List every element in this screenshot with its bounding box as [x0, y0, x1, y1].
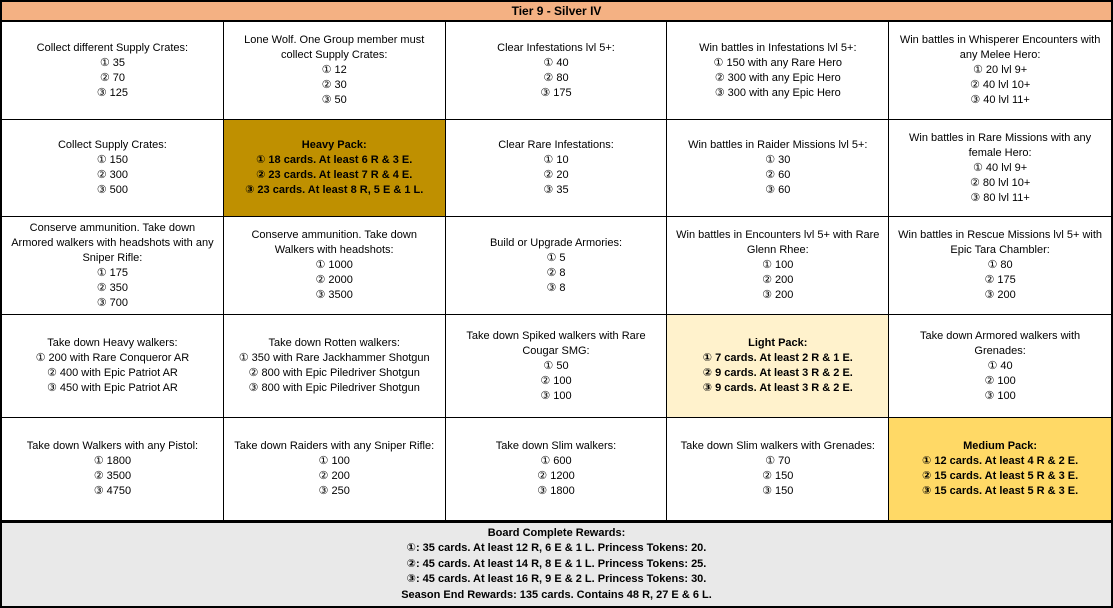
challenge-tier-3: ③ 4750: [93, 485, 132, 497]
challenge-tier-2: ② 200: [762, 274, 794, 286]
challenge-tier-1: ① 30: [765, 154, 791, 166]
challenge-tier-2: ② 8: [546, 266, 566, 279]
challenge-cell: [667, 22, 889, 120]
challenge-title: Take down Slim walkers:: [495, 440, 617, 452]
challenge-tier-2: ② 175: [984, 274, 1016, 286]
challenge-title: Conserve ammunition. Take down Armored walkers with headshots with any Sniper Rifle:: [11, 221, 214, 264]
challenge-tier-3: ③ 125: [96, 86, 129, 99]
challenge-tier-2: ② 9 cards. At least 3 R & 2 E.: [702, 367, 853, 379]
challenge-cell: [889, 217, 1111, 315]
challenge-tier-2: ② 70: [99, 71, 125, 84]
challenge-tier-1: ① 50: [543, 359, 569, 372]
challenge-title: Take down Spiked walkers with Rare Cougar SMG:: [466, 329, 646, 357]
medium-pack-cell: [889, 418, 1111, 520]
footer-reward-line: Season End Rewards: 135 cards. Contains 48 R, 27 E & 6 L.: [401, 588, 712, 601]
challenge-title: Win battles in Infestations lvl 5+:: [699, 41, 857, 54]
challenge-tier-1: ① 10: [543, 154, 569, 166]
challenge-tier-3: ③ 80 lvl 11+: [970, 191, 1030, 204]
challenge-tier-3: ③ 800 with Epic Piledriver Shotgun: [248, 382, 420, 394]
challenge-tier-2: ② 100: [984, 374, 1016, 387]
challenge-title: Take down Walkers with any Pistol:: [26, 440, 199, 452]
footer-reward-line: ②: 45 cards. At least 14 R, 8 E & 1 L. Princess Tokens: 25.: [406, 557, 707, 570]
challenge-tier-1: ① 200 with Rare Conqueror AR: [35, 352, 190, 364]
challenge-tier-1: ① 100: [762, 259, 794, 271]
challenge-tier-3: ③ 450 with Epic Patriot AR: [46, 382, 178, 394]
challenge-tier-2: ② 800 with Epic Piledriver Shotgun: [248, 367, 420, 379]
challenge-tier-3: ③ 60: [765, 184, 791, 196]
challenge-cell: [2, 120, 224, 217]
challenge-cell: [2, 418, 224, 520]
challenge-tier-1: ① 7 cards. At least 2 R & 1 E.: [702, 352, 853, 364]
challenge-tier-3: ③ 250: [318, 485, 350, 497]
challenge-tier-2: ② 30: [321, 79, 347, 91]
challenge-title: Win battles in Rare Missions with any female Hero:: [909, 131, 1092, 159]
challenge-tier-2: ② 300: [96, 169, 129, 181]
challenge-title: Collect Supply Crates:: [57, 139, 167, 151]
challenge-tier-3: ③ 700: [96, 296, 129, 309]
challenge-tier-2: ② 3500: [93, 470, 132, 482]
challenge-tier-1: ① 12 cards. At least 4 R & 2 E.: [921, 455, 1079, 467]
challenge-tier-2: ② 15 cards. At least 5 R & 3 E.: [921, 470, 1079, 482]
challenge-title: Heavy Pack:: [301, 139, 367, 151]
challenge-cell: [446, 22, 668, 120]
challenge-tier-3: ③ 15 cards. At least 5 R & 3 E.: [921, 485, 1079, 497]
challenge-cell: [2, 217, 224, 315]
challenge-tier-2: ② 80: [543, 71, 569, 84]
challenge-tier-1: ① 40: [543, 56, 569, 69]
challenge-tier-2: ② 60: [765, 169, 791, 181]
challenge-tier-3: ③ 23 cards. At least 8 R, 5 E & 1 L.: [245, 184, 424, 196]
challenge-tier-3: ③ 150: [762, 485, 794, 497]
challenge-cell: [2, 315, 224, 418]
challenge-cell: [667, 120, 889, 217]
challenge-title: Lone Wolf. One Group member must collect Supply Crates:: [244, 34, 425, 61]
footer-title: Board Complete Rewards:: [487, 526, 626, 539]
challenge-title: Conserve ammunition. Take down Walkers with headshots:: [251, 229, 417, 256]
challenge-tier-3: ③ 200: [984, 289, 1016, 301]
challenge-tier-3: ③ 40 lvl 11+: [970, 94, 1030, 106]
challenge-tier-1: ① 600: [540, 455, 572, 467]
challenge-title: Win battles in Encounters lvl 5+ with Rare Glenn Rhee:: [676, 229, 880, 256]
challenge-cell: [224, 315, 446, 418]
challenge-tier-2: ② 150: [762, 470, 794, 482]
challenge-tier-2: ② 23 cards. At least 7 R & 4 E.: [256, 169, 413, 181]
challenge-tier-2: ② 2000: [315, 274, 353, 286]
challenge-title: Collect different Supply Crates:: [36, 41, 189, 54]
challenge-cell: [667, 217, 889, 315]
challenge-tier-2: ② 80 lvl 10+: [969, 176, 1031, 189]
challenge-title: Take down Heavy walkers:: [47, 337, 178, 349]
challenge-cell: [2, 22, 224, 120]
challenge-tier-2: ② 300 with any Epic Hero: [714, 71, 841, 84]
challenge-cell: [446, 217, 668, 315]
challenge-tier-2: ② 400 with Epic Patriot AR: [46, 367, 178, 379]
challenge-tier-3: ③ 3500: [315, 289, 353, 301]
challenge-tier-1: ① 80: [987, 259, 1013, 271]
challenge-tier-1: ① 20 lvl 9+: [972, 64, 1028, 76]
footer-reward-line: ①: 35 cards. At least 12 R, 6 E & 1 L. Princess Tokens: 20.: [406, 542, 707, 555]
challenge-title: Clear Rare Infestations:: [498, 139, 614, 151]
challenge-tier-1: ① 18 cards. At least 6 R & 3 E.: [256, 154, 413, 166]
challenge-cell: [224, 22, 446, 120]
challenge-cell: [667, 418, 889, 520]
challenge-cell: [446, 418, 668, 520]
light-pack-cell: [667, 315, 889, 418]
challenge-tier-1: ① 5: [546, 251, 566, 264]
challenge-tier-1: ① 150 with any Rare Hero: [713, 56, 843, 69]
challenge-title: Win battles in Raider Missions lvl 5+:: [688, 139, 868, 151]
challenge-tier-1: ① 1000: [315, 259, 353, 271]
challenge-tier-1: ① 100: [318, 455, 350, 467]
challenge-cell: [446, 120, 668, 217]
challenge-tier-2: ② 100: [540, 374, 572, 387]
challenge-title: Medium Pack:: [963, 440, 1038, 452]
challenge-tier-3: ③ 8: [546, 281, 566, 294]
challenge-tier-1: ① 1800: [93, 455, 132, 467]
challenge-tier-1: ① 35: [99, 56, 125, 69]
challenge-title: Take down Armored walkers with Grenades:: [920, 329, 1081, 357]
challenge-tier-2: ② 1200: [537, 470, 575, 482]
challenge-tier-3: ③ 200: [762, 289, 794, 301]
challenge-tier-3: ③ 300 with any Epic Hero: [714, 86, 841, 99]
challenge-cell: [224, 217, 446, 315]
challenge-title: Win battles in Rescue Missions lvl 5+ with Epic Tara Chambler:: [898, 229, 1103, 256]
challenge-tier-2: ② 40 lvl 10+: [969, 79, 1031, 91]
challenge-title: Take down Slim walkers with Grenades:: [680, 440, 875, 452]
challenge-title: Win battles in Whisperer Encounters with any Melee Hero:: [899, 34, 1101, 61]
challenge-tier-1: ① 40: [987, 359, 1013, 372]
challenge-tier-2: ② 20: [543, 169, 569, 181]
challenge-tier-2: ② 350: [96, 281, 129, 294]
challenge-tier-3: ③ 1800: [537, 485, 575, 497]
challenge-tier-3: ③ 500: [96, 184, 129, 196]
challenge-tier-1: ① 40 lvl 9+: [972, 161, 1028, 174]
board-footer: [2, 520, 1111, 606]
challenge-title: Take down Raiders with any Sniper Rifle:: [234, 440, 435, 452]
challenge-tier-1: ① 150: [96, 154, 129, 166]
challenge-cell: [446, 315, 668, 418]
challenge-tier-3: ③ 175: [540, 86, 572, 99]
challenge-tier-1: ① 350 with Rare Jackhammer Shotgun: [238, 352, 430, 364]
challenge-grid: [2, 22, 1111, 520]
challenge-title: Take down Rotten walkers:: [268, 337, 400, 349]
challenge-tier-3: ③ 9 cards. At least 3 R & 2 E.: [702, 382, 853, 394]
challenge-tier-3: ③ 100: [540, 389, 572, 402]
challenge-tier-3: ③ 35: [543, 184, 569, 196]
heavy-pack-cell: [224, 120, 446, 217]
challenge-tier-3: ③ 100: [984, 389, 1016, 402]
challenge-cell: [889, 315, 1111, 418]
challenge-title: Build or Upgrade Armories:: [489, 236, 623, 249]
challenge-cell: [889, 120, 1111, 217]
challenge-cell: [889, 22, 1111, 120]
challenge-tier-1: ① 70: [765, 455, 791, 467]
challenge-title: Light Pack:: [748, 337, 808, 349]
challenge-tier-1: ① 175: [96, 266, 129, 279]
challenge-tier-3: ③ 50: [321, 94, 347, 106]
footer-reward-line: ③: 45 cards. At least 16 R, 9 E & 2 L. Princess Tokens: 30.: [406, 573, 707, 586]
board-title: Tier 9 - Silver IV: [2, 2, 1111, 22]
challenge-tier-1: ① 12: [321, 64, 347, 76]
challenge-tier-2: ② 200: [318, 470, 350, 482]
challenge-title: Clear Infestations lvl 5+:: [497, 41, 615, 54]
challenge-cell: [224, 418, 446, 520]
